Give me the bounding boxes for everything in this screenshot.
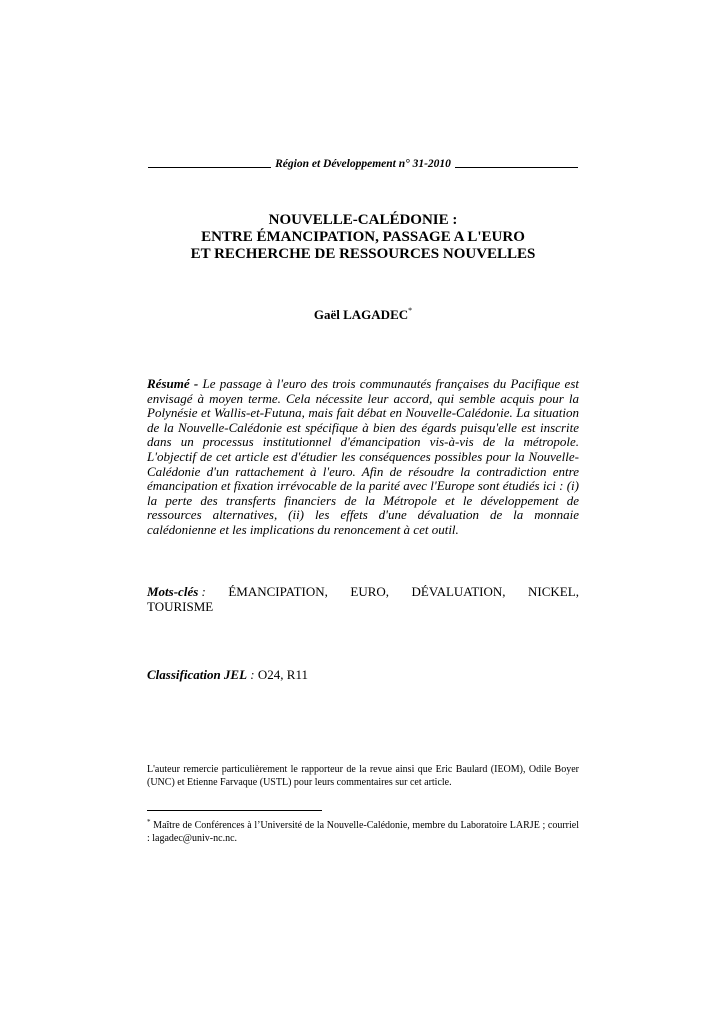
footnote-rule [147, 810, 322, 811]
abstract-label: Résumé - [147, 376, 199, 391]
keyword-item: DÉVALUATION, [411, 584, 506, 599]
footnote-text: Maître de Conférences à l’Université de la Nouvelle-Calédonie, membre du Laboratoire LARJE ; courriel : lagadec@univ-nc.nc. [147, 820, 580, 844]
keyword-item: ÉMANCIPATION, [228, 584, 328, 599]
footnote [147, 816, 579, 845]
author [148, 306, 578, 323]
footnote-marker: * [147, 818, 151, 826]
journal-name: Région et Développement n° 31-2010 [275, 158, 451, 170]
keywords-label: Mots-clés [147, 584, 199, 599]
author-footnote-marker: * [408, 306, 413, 315]
keywords [147, 584, 579, 614]
title-line-1: NOUVELLE-CALÉDONIE : [268, 212, 458, 228]
header-rule-left [148, 167, 271, 168]
abstract [147, 377, 579, 538]
header-rule-right [455, 167, 578, 168]
paper-title [148, 212, 578, 263]
author-name: Gaël LAGADEC [313, 307, 409, 322]
journal-header [148, 158, 578, 170]
jel-codes: O24, R11 [257, 667, 308, 682]
title-line-3: ET RECHERCHE DE RESSOURCES NOUVELLES [190, 246, 536, 262]
abstract-text: Le passage à l'euro des trois communautés françaises du Pacifique est envisagé à moyen terme. Cela nécessite leur accord, qui semble acquis pour la Polynésie et Wallis-et-Futuna, mais fait débat en Nouvelle-Calédonie. La situation de la Nouvelle-Calédonie est spécifique à bien des égards puisqu'elle est inscrite dans un processus institutionnel d'émancipation vis-à-vis de la métropole. L'objectif de cet article est d'étudier les conséquences possibles pour la Nouvelle-Calédonie d'un rattachement à l'euro. Afin de résoudre la contradiction entre émancipation et fixation irrévocable de la parité avec l'Europe sont étudiés ici : (i) la perte des transferts financiers de la Métropole et le développement de ressources alternatives, (ii) les effets d'une dévaluation de la monnaie calédonienne et les implications du renoncement à cet outil. [147, 376, 579, 537]
acknowledgment: L'auteur remercie particulièrement le rapporteur de la revue ainsi que Eric Baulard (IEOM), Odile Boyer (UNC) et Etienne Farvaque (USTL) pour leurs commentaires sur cet article. [147, 764, 579, 788]
keyword-item: NICKEL, [528, 584, 579, 599]
keywords-row [147, 584, 579, 599]
keyword-item: EURO, [350, 584, 390, 599]
keyword-item-last: TOURISME [147, 599, 214, 614]
keywords-colon: : [201, 584, 206, 599]
jel-classification [147, 667, 579, 683]
jel-label: Classification JEL [147, 667, 248, 682]
title-line-2: ENTRE ÉMANCIPATION, PASSAGE A L'EURO [201, 229, 525, 245]
jel-colon: : [250, 667, 255, 682]
